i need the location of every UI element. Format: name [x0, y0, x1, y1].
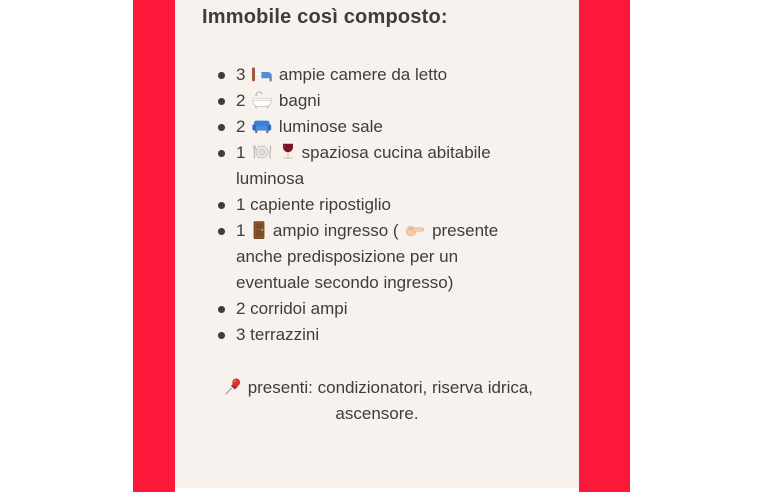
list-item — [236, 296, 536, 322]
right-red-stripe — [579, 0, 630, 492]
fork-knife-plate-icon — [251, 142, 273, 162]
text-segment: 2 corridoi ampi — [236, 299, 348, 318]
text-segment: 3 — [236, 65, 251, 84]
text-segment: bagni — [278, 91, 321, 110]
couch-icon — [251, 116, 273, 136]
pointing-right-hand-icon — [404, 220, 426, 240]
text-segment: 2 — [236, 117, 251, 136]
text-segment: 3 terrazzini — [236, 325, 320, 344]
text-segment: presente — [432, 221, 499, 240]
content-panel — [175, 0, 579, 492]
pushpin-icon — [222, 377, 242, 397]
text-segment: presenti: condizionatori, riserva idrica, — [247, 378, 534, 397]
text-segment: luminosa — [236, 169, 305, 188]
list-item — [236, 62, 536, 88]
text-segment: ascensore. — [335, 404, 419, 423]
list-item — [236, 88, 536, 114]
text-segment: luminose sale — [278, 117, 383, 136]
bathtub-icon — [251, 90, 273, 110]
text-segment: anche predisposizione per un — [236, 247, 459, 266]
list-item — [236, 218, 536, 296]
list-item — [236, 192, 536, 218]
bed-icon — [251, 64, 273, 84]
text-segment: eventuale secondo ingresso) — [236, 273, 454, 292]
panel-bottom-edge — [175, 488, 579, 492]
text-segment: ampio ingresso ( — [272, 221, 399, 240]
list-item — [236, 140, 536, 192]
wine-glass-icon — [280, 142, 296, 162]
door-icon — [251, 220, 267, 240]
amenities-note — [181, 375, 573, 427]
text-segment: ampie camere da letto — [278, 65, 448, 84]
text-segment: spaziosa cucina abitabile — [301, 143, 491, 162]
text-segment: 1 — [236, 143, 251, 162]
text-segment: 1 capiente ripostiglio — [236, 195, 391, 214]
list-item — [236, 322, 536, 348]
composition-list — [175, 62, 579, 348]
page-title: Immobile così composto: — [202, 6, 448, 28]
left-red-stripe — [133, 0, 175, 492]
text-segment: 1 — [236, 221, 251, 240]
list-item — [236, 114, 536, 140]
text-segment: 2 — [236, 91, 251, 110]
